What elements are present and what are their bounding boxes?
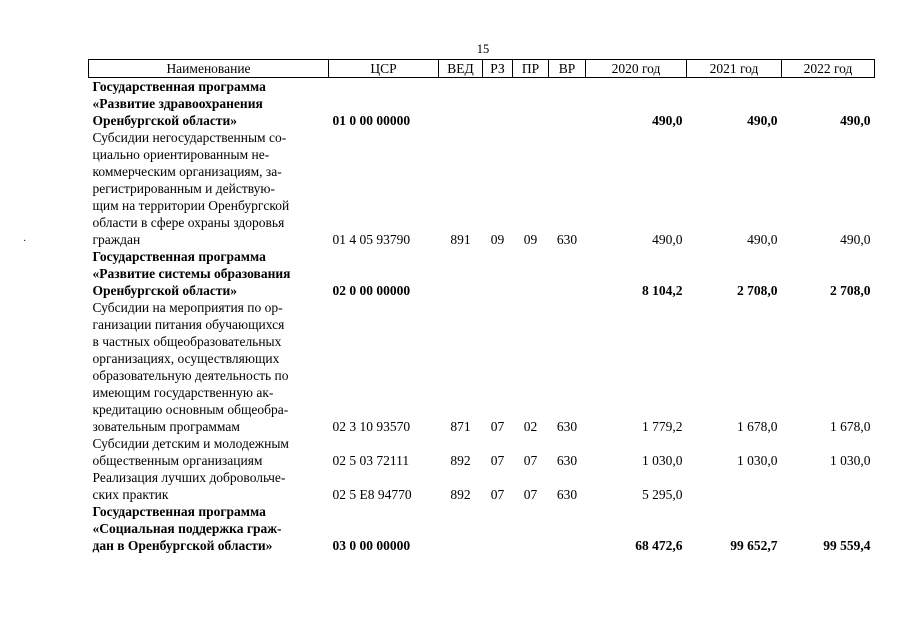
row-2022: 1 678,0 bbox=[830, 419, 871, 434]
row-vr: 630 bbox=[556, 419, 578, 434]
row-2021: 490,0 bbox=[747, 113, 778, 128]
row-csr: 02 3 10 93570 bbox=[332, 419, 411, 434]
row-2022: 490,0 bbox=[840, 113, 871, 128]
header-name: Наименование bbox=[89, 60, 329, 78]
row-2020: 68 472,6 bbox=[635, 538, 683, 553]
row-2022 bbox=[782, 469, 875, 503]
row-2020: 490,0 bbox=[652, 232, 683, 247]
row-pr bbox=[513, 78, 549, 130]
row-vr: 630 bbox=[556, 453, 578, 468]
row-2022: 490,0 bbox=[840, 232, 871, 247]
row-2021 bbox=[687, 469, 782, 503]
row-pr: 07 bbox=[523, 453, 538, 468]
row-name-line: Субсидии негосударственным со- bbox=[92, 130, 287, 145]
row-vr bbox=[549, 78, 586, 130]
row-ved bbox=[439, 248, 483, 299]
header-vr: ВР bbox=[549, 60, 586, 78]
row-name-line: регистрированным и действую- bbox=[92, 181, 275, 196]
row-2021: 1 030,0 bbox=[737, 453, 778, 468]
row-ved bbox=[439, 78, 483, 130]
row-name-line: Государственная программа bbox=[92, 79, 266, 94]
row-2021: 99 652,7 bbox=[730, 538, 778, 553]
row-rz: 07 bbox=[490, 487, 505, 502]
row-2022: 99 559,4 bbox=[823, 538, 871, 553]
page-number: 15 bbox=[476, 42, 490, 56]
row-vr: 630 bbox=[556, 487, 578, 502]
row-vr bbox=[549, 248, 586, 299]
row-pr: 02 bbox=[523, 419, 538, 434]
header-pr: ПР bbox=[513, 60, 549, 78]
row-name-line: Реализация лучших добровольче- bbox=[92, 470, 286, 485]
row-2020: 8 104,2 bbox=[642, 283, 683, 298]
row-name-line: «Социальная поддержка граж- bbox=[92, 521, 282, 536]
row-name bbox=[89, 248, 329, 299]
row-name-line: ских практик bbox=[92, 487, 169, 502]
header-2020: 2020 год bbox=[586, 60, 687, 78]
row-name-line: ганизации питания обучающихся bbox=[92, 317, 285, 332]
row-2020: 5 295,0 bbox=[642, 487, 683, 502]
row-2022: 2 708,0 bbox=[830, 283, 871, 298]
table-row bbox=[89, 299, 875, 435]
row-2020: 1 779,2 bbox=[642, 419, 683, 434]
row-2022: 1 030,0 bbox=[830, 453, 871, 468]
row-csr: 03 0 00 00000 bbox=[332, 538, 411, 553]
row-name-line: щим на территории Оренбургской bbox=[92, 198, 290, 213]
row-name-line: Оренбургской области» bbox=[92, 283, 238, 298]
row-2020: 490,0 bbox=[652, 113, 683, 128]
row-name bbox=[89, 129, 329, 248]
row-name bbox=[89, 469, 329, 503]
header-csr: ЦСР bbox=[329, 60, 439, 78]
row-csr: 02 5 E8 94770 bbox=[332, 487, 412, 502]
header-ved: ВЕД bbox=[439, 60, 483, 78]
table-row bbox=[89, 469, 875, 503]
table-row bbox=[89, 435, 875, 469]
row-name-line: кредитацию основным общеобра- bbox=[92, 402, 289, 417]
row-ved: 891 bbox=[450, 232, 471, 247]
row-ved: 871 bbox=[450, 419, 471, 434]
row-pr: 07 bbox=[523, 487, 538, 502]
row-2021: 1 678,0 bbox=[737, 419, 778, 434]
row-csr: 01 0 00 00000 bbox=[332, 113, 411, 128]
header-2021: 2021 год bbox=[687, 60, 782, 78]
row-name-line: Государственная программа bbox=[92, 249, 266, 264]
row-ved bbox=[439, 503, 483, 554]
row-pr bbox=[513, 248, 549, 299]
table-row bbox=[89, 129, 875, 248]
row-name-line: «Развитие здравоохранения bbox=[92, 96, 263, 111]
row-name bbox=[89, 435, 329, 469]
row-ved: 892 bbox=[450, 487, 471, 502]
row-vr: 630 bbox=[556, 232, 578, 247]
row-name-line: коммерческим организациям, за- bbox=[92, 164, 282, 179]
row-csr: 01 4 05 93790 bbox=[332, 232, 411, 247]
row-name-line: организациях, осуществляющих bbox=[92, 351, 280, 366]
row-rz bbox=[483, 248, 513, 299]
row-vr bbox=[549, 503, 586, 554]
row-2021: 490,0 bbox=[747, 232, 778, 247]
row-csr: 02 5 03 72111 bbox=[332, 453, 410, 468]
stray-mark: · bbox=[23, 236, 27, 247]
table-header-row bbox=[89, 60, 875, 78]
program-row bbox=[89, 248, 875, 299]
row-name-line: общественным организациям bbox=[92, 453, 263, 468]
row-name bbox=[89, 78, 329, 130]
row-rz: 09 bbox=[490, 232, 505, 247]
row-name-line: граждан bbox=[92, 232, 141, 247]
row-name-line: «Развитие системы образования bbox=[92, 266, 291, 281]
row-name-line: Государственная программа bbox=[92, 504, 266, 519]
row-pr: 09 bbox=[523, 232, 538, 247]
header-rz: РЗ bbox=[483, 60, 513, 78]
row-2020: 1 030,0 bbox=[642, 453, 683, 468]
program-row bbox=[89, 503, 875, 554]
row-name-line: Оренбургской области» bbox=[92, 113, 238, 128]
header-2022: 2022 год bbox=[782, 60, 875, 78]
row-name-line: Субсидии на мероприятия по ор- bbox=[92, 300, 283, 315]
program-row bbox=[89, 78, 875, 130]
budget-table bbox=[88, 59, 875, 554]
row-name-line: в частных общеобразовательных bbox=[92, 334, 282, 349]
row-rz: 07 bbox=[490, 453, 505, 468]
row-rz: 07 bbox=[490, 419, 505, 434]
row-2021: 2 708,0 bbox=[737, 283, 778, 298]
row-name-line: имеющим государственную ак- bbox=[92, 385, 274, 400]
table-body bbox=[89, 78, 875, 555]
row-name-line: циально ориентированным не- bbox=[92, 147, 270, 162]
row-ved: 892 bbox=[450, 453, 471, 468]
row-name bbox=[89, 299, 329, 435]
row-pr bbox=[513, 503, 549, 554]
row-name-line: образовательную деятельность по bbox=[92, 368, 289, 383]
row-name-line: дан в Оренбургской области» bbox=[92, 538, 273, 553]
row-name-line: области в сфере охраны здоровья bbox=[92, 215, 285, 230]
row-csr: 02 0 00 00000 bbox=[332, 283, 411, 298]
row-rz bbox=[483, 78, 513, 130]
row-rz bbox=[483, 503, 513, 554]
row-name-line: Субсидии детским и молодежным bbox=[92, 436, 289, 451]
row-name bbox=[89, 503, 329, 554]
row-name-line: зовательным программам bbox=[92, 419, 240, 434]
